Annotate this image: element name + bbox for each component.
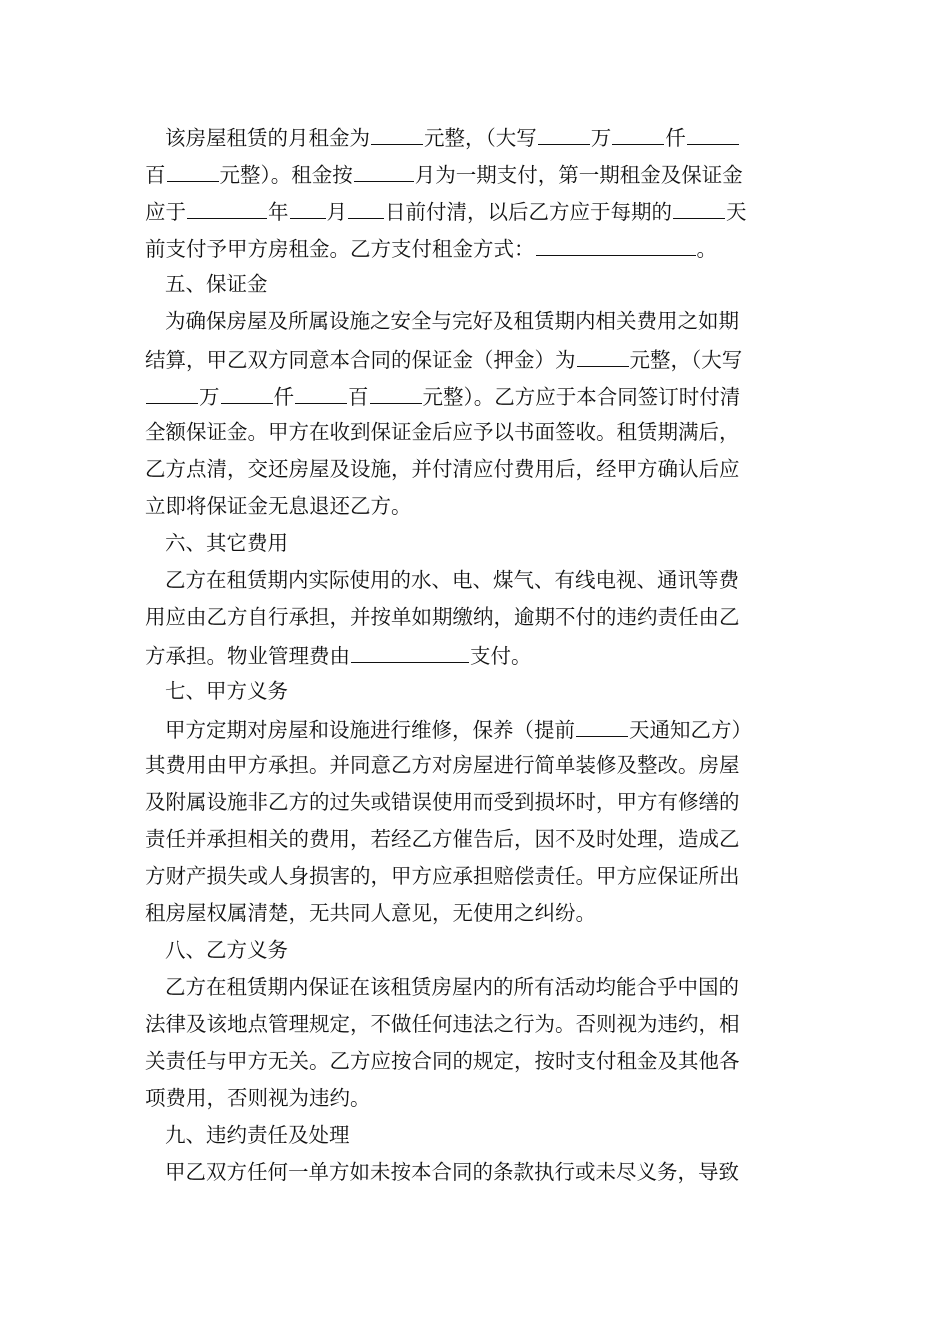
deposit-line-2 [145,340,810,377]
blank-period-months[interactable] [354,155,414,182]
blank-property-fee-payer[interactable] [351,636,469,663]
deposit-line-6: 立即将保证金无息退还乙方。 [145,494,412,518]
blank-days-before[interactable] [673,192,725,219]
blank-yuan[interactable] [167,155,219,182]
text: 年 [268,200,289,224]
rent-line-4 [145,229,810,266]
deposit-line-4: 全额保证金。甲方在收到保证金后应予以书面签收。租赁期满后， [145,420,740,444]
text: 前支付予甲方房租金。乙方支付租金方式： [145,237,535,261]
rent-line-3 [145,192,810,229]
text: 元整，（大写 [424,126,537,150]
blank-monthly-rent[interactable] [371,118,423,145]
landlord-line-6: 租房屋权属清楚，无共同人意见，无使用之纠纷。 [145,901,596,925]
fees-line-2: 用应由乙方自行承担，并按单如期缴纳，逾期不付的违约责任由乙 [145,605,740,629]
tenant-line-2: 法律及该地点管理规定，不做任何违法之行为。否则视为违约，相 [145,1012,740,1036]
text: 百 [348,385,369,409]
breach-line-1: 甲乙双方任何一单方如未按本合同的条款执行或未尽义务，导致 [165,1160,739,1184]
blank-qian[interactable] [612,118,664,145]
section-5-heading: 五、保证金 [165,272,268,296]
fees-line-3 [145,636,810,673]
blank-year[interactable] [187,192,267,219]
section-8-heading: 八、乙方义务 [165,938,288,962]
fees-line-1: 乙方在租赁期内实际使用的水、电、煤气、有线电视、通讯等费 [165,568,739,592]
blank-deposit-wan[interactable] [146,377,198,404]
deposit-line-5: 乙方点清，交还房屋及设施，并付清应付费用后，经甲方确认后应 [145,457,740,481]
rent-line-1 [145,118,810,155]
text: 该房屋租赁的月租金为 [165,126,370,150]
text: 仟 [273,385,294,409]
blank-bai[interactable] [687,118,739,145]
text: 甲方定期对房屋和设施进行维修，保养（提前 [165,718,575,742]
tenant-line-3: 关责任与甲方无关。乙方应按合同的规定，按时支付租金及其他各 [145,1049,740,1073]
blank-notice-days[interactable] [576,710,628,737]
section-9-heading: 九、违约责任及处理 [165,1123,350,1147]
text: 万 [590,126,612,150]
text: 支付。 [470,644,532,668]
blank-payment-method[interactable] [536,229,696,256]
section-7-heading: 七、甲方义务 [165,679,288,703]
landlord-line-2: 其费用由甲方承担。并同意乙方对房屋进行简单装修及整改。房屋 [145,753,740,777]
rent-line-2 [145,155,810,192]
text: 元整）。租金按 [219,163,353,187]
blank-deposit-qian[interactable] [221,377,273,404]
landlord-line-1 [145,710,810,747]
blank-deposit-amount[interactable] [577,340,629,367]
text: 月 [326,200,347,224]
landlord-line-4: 责任并承担相关的费用，若经乙方催告后，因不及时处理，造成乙 [145,827,740,851]
text: 。 [696,237,717,261]
text: 万 [199,385,220,409]
text: 元整，（大写 [629,348,743,372]
text: 应于 [145,200,186,224]
landlord-line-3: 及附属设施非乙方的过失或错误使用而受到损坏时，甲方有修缮的 [145,790,740,814]
text: 元整）。乙方应于本合同签订时付清 [422,385,741,409]
text: 方承担。物业管理费由 [145,644,350,668]
section-6-heading: 六、其它费用 [165,531,288,555]
text: 月为一期支付，第一期租金及保证金 [414,163,743,187]
text: 天 [726,200,747,224]
blank-deposit-bai[interactable] [295,377,347,404]
blank-day[interactable] [348,192,384,219]
text: 日前付清，以后乙方应于每期的 [385,200,672,224]
landlord-line-5: 方财产损失或人身损害的，甲方应承担赔偿责任。甲方应保证所出 [145,864,740,888]
blank-deposit-yuan[interactable] [370,377,422,404]
text: 结算，甲乙双方同意本合同的保证金（押金）为 [145,348,576,372]
blank-wan[interactable] [538,118,590,145]
text: 天通知乙方） [629,718,752,742]
deposit-line-1: 为确保房屋及所属设施之安全与完好及租赁期内相关费用之如期 [165,309,739,333]
contract-page [145,118,810,1191]
deposit-line-3 [145,377,810,414]
text: 百 [145,163,166,187]
tenant-line-1: 乙方在租赁期内保证在该租赁房屋内的所有活动均能合乎中国的 [165,975,739,999]
text: 仟 [665,126,686,150]
tenant-line-4: 项费用，否则视为违约。 [145,1086,371,1110]
blank-month[interactable] [290,192,326,219]
